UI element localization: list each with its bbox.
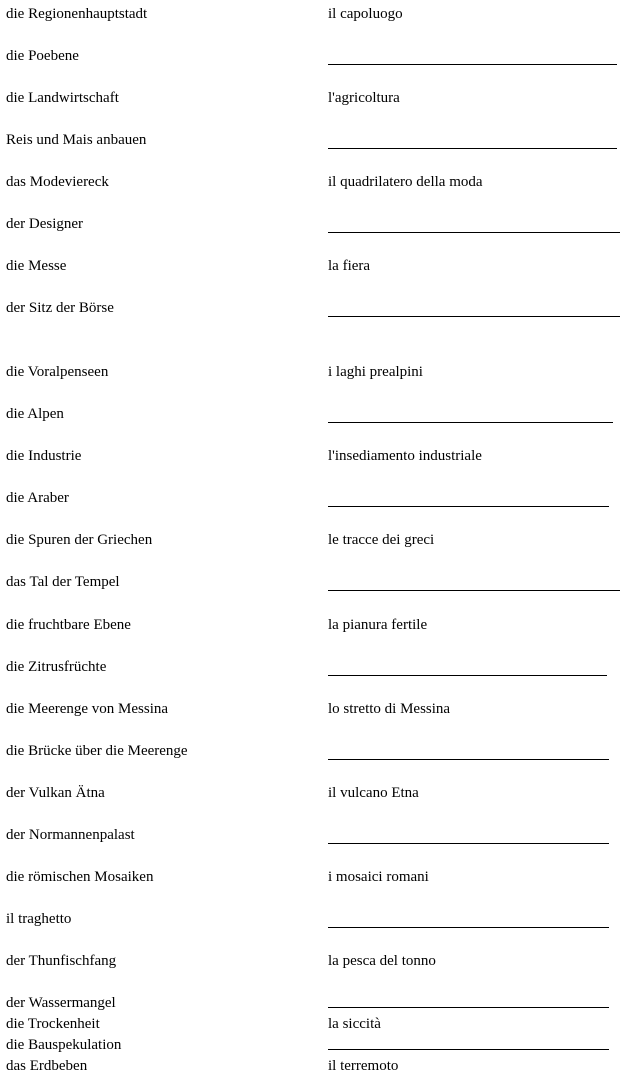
german-term: das Tal der Tempel — [6, 574, 120, 590]
german-term: die Industrie — [6, 448, 82, 464]
italian-term: la pesca del tonno — [328, 953, 436, 969]
answer-blank-rule[interactable] — [328, 759, 609, 760]
answer-blank-rule[interactable] — [328, 316, 620, 317]
german-term: der Sitz der Börse — [6, 300, 114, 316]
italian-term: l'insediamento industriale — [328, 448, 482, 464]
german-term: die Zitrusfrüchte — [6, 659, 107, 675]
italian-term: il vulcano Etna — [328, 785, 419, 801]
answer-blank-rule[interactable] — [328, 64, 617, 65]
german-term: die Regionenhauptstadt — [6, 6, 148, 22]
answer-blank-rule[interactable] — [328, 422, 613, 423]
german-term: das Modeviereck — [6, 174, 109, 190]
german-term: die römischen Mosaiken — [6, 869, 154, 885]
german-term: die Meerenge von Messina — [6, 701, 169, 717]
italian-term: la siccità — [328, 1016, 381, 1032]
german-term: die fruchtbare Ebene — [6, 617, 131, 633]
answer-blank-rule[interactable] — [328, 675, 607, 676]
answer-blank-rule[interactable] — [328, 1049, 609, 1050]
answer-blank-rule[interactable] — [328, 506, 609, 507]
german-term: die Spuren der Griechen — [6, 532, 153, 548]
german-term: der Thunfischfang — [6, 953, 117, 969]
italian-term: il capoluogo — [328, 6, 403, 22]
italian-term: l'agricoltura — [328, 90, 400, 106]
german-term: der Wassermangel — [6, 995, 116, 1011]
italian-term: la fiera — [328, 258, 371, 274]
answer-blank-rule[interactable] — [328, 927, 609, 928]
answer-blank-rule[interactable] — [328, 590, 620, 591]
german-term: die Araber — [6, 490, 69, 506]
italian-term: il quadrilatero della moda — [328, 174, 483, 190]
german-term: der Designer — [6, 216, 84, 232]
answer-blank-rule[interactable] — [328, 1007, 609, 1008]
german-term: il traghetto — [6, 911, 72, 927]
german-term: die Voralpenseen — [6, 364, 109, 380]
italian-term: lo stretto di Messina — [328, 701, 451, 717]
italian-term: il terremoto — [328, 1058, 399, 1074]
german-term: die Trockenheit — [6, 1016, 100, 1032]
italian-term: la pianura fertile — [328, 617, 428, 633]
german-term: der Vulkan Ätna — [6, 785, 105, 801]
german-term: die Landwirtschaft — [6, 90, 119, 106]
italian-term: i laghi prealpini — [328, 364, 423, 380]
italian-term: i mosaici romani — [328, 869, 429, 885]
answer-blank-rule[interactable] — [328, 843, 609, 844]
italian-term: le tracce dei greci — [328, 532, 435, 548]
german-term: die Messe — [6, 258, 67, 274]
german-term: die Brücke über die Meerenge — [6, 743, 188, 759]
answer-blank-rule[interactable] — [328, 232, 620, 233]
german-term: der Normannenpalast — [6, 827, 135, 843]
german-term: Reis und Mais anbauen — [6, 132, 147, 148]
answer-blank-rule[interactable] — [328, 148, 617, 149]
german-term: die Poebene — [6, 48, 79, 64]
german-term: das Erdbeben — [6, 1058, 88, 1074]
german-term: die Bauspekulation — [6, 1037, 122, 1053]
german-term: die Alpen — [6, 406, 64, 422]
